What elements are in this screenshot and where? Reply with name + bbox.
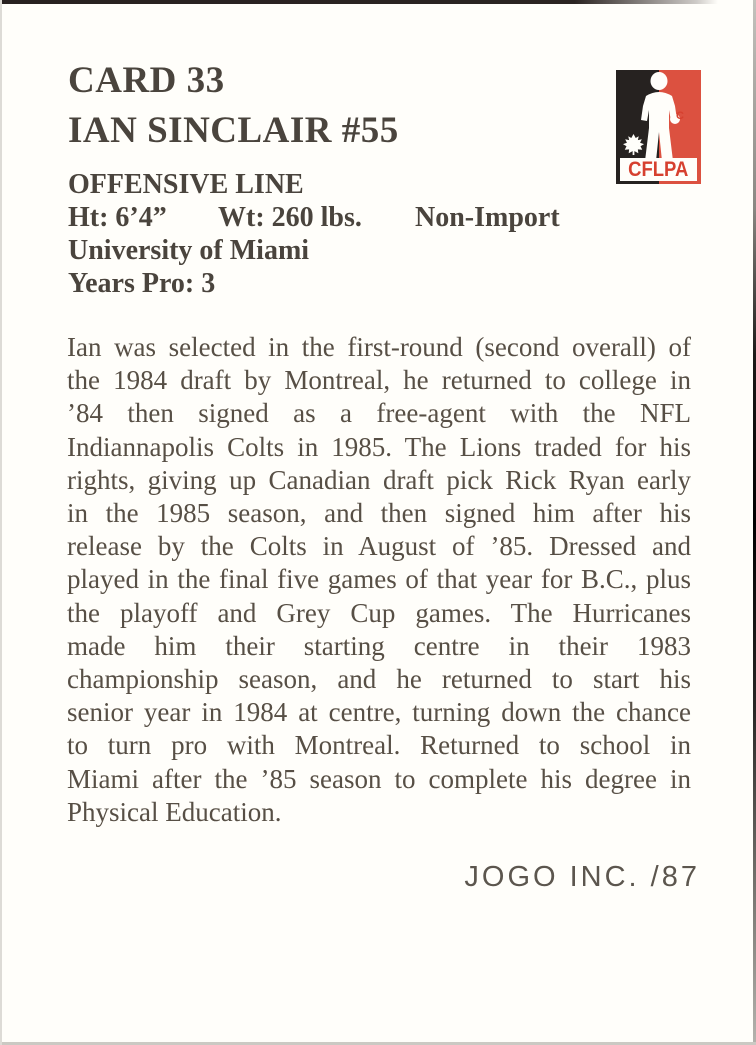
cflpa-wordmark: CFLPA	[628, 158, 689, 181]
bio-line: Physical Education.	[67, 796, 282, 827]
player-info-block	[68, 168, 560, 300]
bio-line: made him their starting centre in their 1983	[67, 630, 691, 661]
college-name: University of Miami	[68, 235, 310, 266]
bio-line: Indiannapolis Colts in 1985. The Lions traded for his	[67, 431, 691, 462]
bio-line: championship season, and he returned to start his	[67, 664, 691, 695]
bio-line: played in the final five games of that year for B.C., plus	[67, 564, 691, 595]
stats-row	[68, 201, 560, 234]
card-number: CARD 33	[68, 60, 225, 101]
scan-edge-top	[0, 0, 718, 4]
publisher-credit: JOGO INC. /87	[464, 861, 700, 893]
card-header	[68, 56, 560, 300]
bio-line: release by the Colts in August of ’85. Dressed and	[67, 531, 691, 562]
bio-line: senior year in 1984 at centre, turning down the chance	[67, 697, 691, 728]
years-pro: Years Pro: 3	[68, 268, 216, 299]
bio-line: ’84 then signed as a free-agent with the NFL	[67, 398, 691, 429]
bio-line: in the 1985 season, and then signed him after his	[67, 498, 691, 529]
maple-leaf-icon	[623, 134, 644, 155]
bio-paragraph	[67, 331, 691, 829]
player-position: OFFENSIVE LINE	[68, 169, 304, 200]
import-status: Non-Import	[415, 202, 560, 233]
weight-value: Wt: 260 lbs.	[218, 202, 362, 233]
height-value: Ht: 6’4”	[68, 202, 167, 233]
bio-line: the 1984 draft by Montreal, he returned to college in	[67, 365, 691, 396]
cflpa-logo	[616, 70, 701, 184]
bio-line: Miami after the ’85 season to complete his degree in	[67, 763, 691, 794]
scan-edge-left	[0, 0, 2, 1045]
bio-line: the playoff and Grey Cup games. The Hurricanes	[67, 597, 691, 628]
logo-letter-c: C	[676, 110, 684, 122]
bio-line: Ian was selected in the first-round (second overall) of	[67, 332, 691, 362]
bio-line: to turn pro with Montreal. Returned to school in	[67, 730, 691, 761]
bio-line: rights, giving up Canadian draft pick Rick Ryan early	[67, 464, 691, 495]
logo-wordmark-band	[620, 158, 697, 181]
player-name: IAN SINCLAIR #55	[68, 110, 399, 151]
